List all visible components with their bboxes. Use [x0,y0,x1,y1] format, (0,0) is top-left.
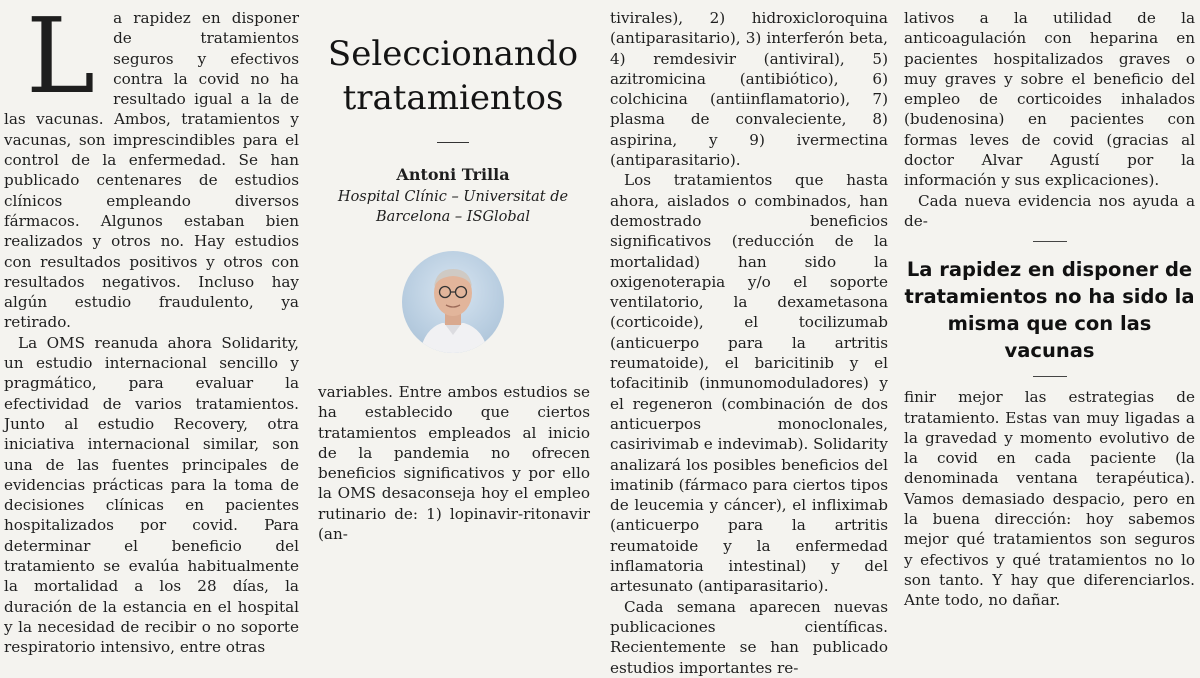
column-4 [904,8,1195,611]
paragraph: tivirales), 2) hidroxicloroquina (antiparasitario), 3) interferón beta, 4) remdesivir (antiviral), 5) azitromicina (antibiótico), 6) colchicina (antiinflamatorio), 7) plasma de convaleciente, 8) aspirina, y 9) ivermectina (antiparasitario). [610,9,888,170]
author-affiliation: Hospital Clínic – Universitat de Barcelona – ISGlobal [337,189,569,225]
paragraph-text: a rapidez en disponer de tratamientos seguros y efectivos contra la covid no ha resultado igual a la de las vacunas. Ambos, tratamientos y vacunas, son imprescindibles para el control de la enfermedad. Se han publicado centenares de estudios clínicos empleando diversos fármacos. Algunos estaban bien realizados y otros no. Hay estudios con resultados positivos y otros con resultados negativos. Incluso hay algún estudio fraudulento, ya retirado. [4,9,299,332]
headline-block [318,8,588,353]
column-1 [4,0,299,658]
author-portrait-icon [402,251,504,353]
divider [437,142,469,143]
paragraph: lativos a la utilidad de la anticoagulación con heparina en pacientes hospitalizados graves o muy graves y sobre el beneficio del empleo de corticoides inhalados (budenosina) en pacientes con formas leves de covid (gracias al doctor Alvar Agustí por la información y sus explicaciones). [904,9,1195,190]
divider [1033,376,1067,377]
author-name: Antoni Trilla [396,165,510,184]
pull-quote: La rapidez en disponer de tratamientos no ha sido la misma que con las vacunas [904,258,1195,363]
paragraph: Los tratamientos que hasta ahora, aislados o combinados, han demostrado beneficios significativos (reducción de la mortalidad) han sido la oxigenoterapia y/o el soporte ventilatorio, la dexametasona (corticoide), el tocilizumab (anticuerpo para la artritis reumatoide), el baricitinib y el tofacitinib (inmunomoduladores) y el regeneron (combinación de dos anticuerpos monoclonales, casirivimab e indevimab). Solidarity analizará los posibles beneficios del imatinib (fármaco para ciertos tipos de leucemia y cáncer), el infliximab (anticuerpo para la artritis reumatoide y la enfermedad inflamatoria intestinal) y del artesunato (antiparasitario). [610,171,888,596]
column-3 [610,8,888,678]
paragraph: variables. Entre ambos estudios se ha establecido que ciertos tratamientos empleados al inicio de la pandemia no ofrecen beneficios significativos y por ello la OMS desaconseja hoy el empleo rutinario de: 1) lopinavir-ritonavir (an- [318,383,590,544]
column-2 [318,382,590,544]
drop-cap: L [26,0,96,117]
article-title: Seleccionando tratamientos [327,34,579,118]
divider [1033,241,1067,242]
paragraph: Cada nueva evidencia nos ayuda a de- [904,191,1195,230]
paragraph [4,0,299,333]
paragraph: La OMS reanuda ahora Solidarity, un estudio internacional sencillo y pragmático, para evaluar la efectividad de varios tratamientos. Junto al estudio Recovery, otra iniciativa internacional similar, son una de las fuentes principales de evidencias prácticas para la toma de decisiones clínicas en pacientes hospitalizados por covid. Para determinar el beneficio del tratamiento se evalúa habitualmente la mortalidad a los 28 días, la duración de la estancia en el hospital y la necesidad de recibir o no soporte respiratorio intensivo, entre otras [4,333,299,657]
paragraph: finir mejor las estrategias de tratamiento. Estas van muy ligadas a la gravedad y momento evolutivo de la covid en cada paciente (la denominada ventana terapéutica). Vamos demasiado despacio, pero en la buena dirección: hoy sabemos mejor qué tratamientos son seguros y efectivos y qué tratamientos no lo son tanto. Y hay que diferenciarlos. Ante todo, no dañar. [904,388,1195,610]
paragraph: Cada semana aparecen nuevas publicaciones científicas. Recientemente se han publicado estudios importantes re- [610,597,888,677]
